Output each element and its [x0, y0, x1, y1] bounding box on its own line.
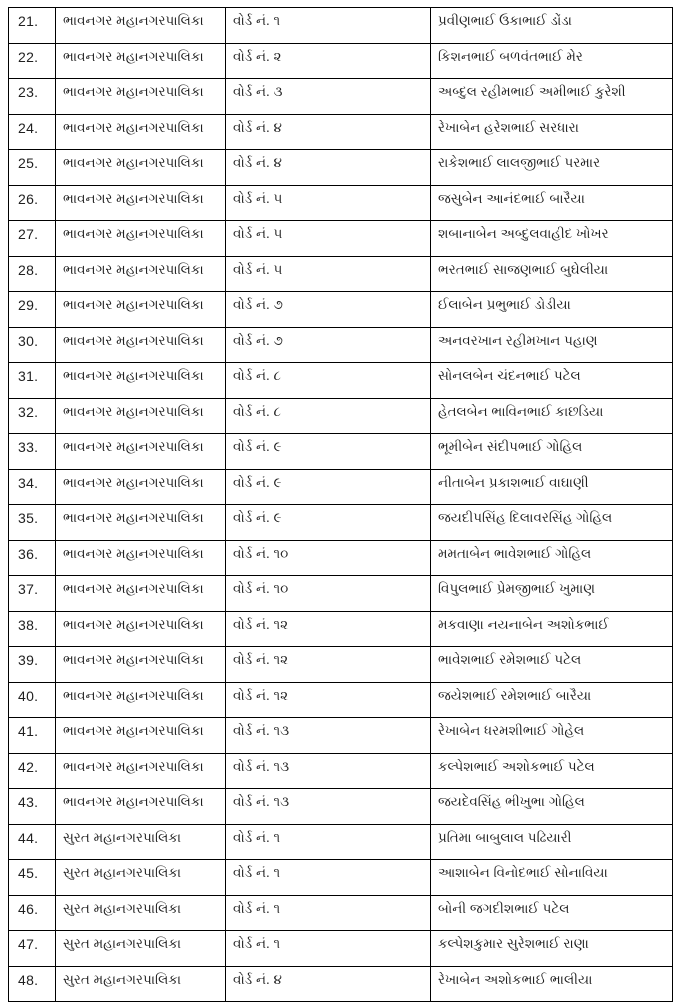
municipality-cell: ભાવનગર મહાનગરપાલિકા — [56, 79, 226, 115]
table-row — [9, 8, 673, 44]
serial-cell: 27. — [9, 221, 56, 257]
table-row — [9, 540, 673, 576]
ward-cell: વોર્ડ નં. ૧૨ — [226, 647, 431, 683]
ward-cell: વોર્ડ નં. ૧ — [226, 824, 431, 860]
serial-cell: 48. — [9, 966, 56, 1002]
municipality-cell: ભાવનગર મહાનગરપાલિકા — [56, 150, 226, 186]
serial-cell: 37. — [9, 576, 56, 612]
candidate-name-cell: અબ્દુલ રહીમભાઈ અમીભાઈ કુરેશી — [431, 79, 673, 115]
candidate-name-cell: હેતલબેન ભાવિનભાઈ કાછડિયા — [431, 398, 673, 434]
municipality-cell: સુરત મહાનગરપાલિકા — [56, 860, 226, 896]
municipality-cell: ભાવનગર મહાનગરપાલિકા — [56, 434, 226, 470]
serial-cell: 33. — [9, 434, 56, 470]
serial-cell: 39. — [9, 647, 56, 683]
ward-cell: વોર્ડ નં. ૯ — [226, 434, 431, 470]
candidate-name-cell: ભાવેશભાઈ રમેશભાઈ પટેલ — [431, 647, 673, 683]
serial-cell: 43. — [9, 789, 56, 825]
candidate-name-cell: પ્રતિમા બાબુલાલ પઢિયારી — [431, 824, 673, 860]
candidate-name-cell: અનવરખાન રહીમખાન પહાણ — [431, 327, 673, 363]
serial-cell: 21. — [9, 8, 56, 44]
candidate-name-cell: જયેશભાઈ રમેશભાઈ બારૈયા — [431, 682, 673, 718]
candidate-name-cell: ભરતભાઈ સાજણભાઈ બુઘેલીયા — [431, 256, 673, 292]
ward-cell: વોર્ડ નં. ૧ — [226, 860, 431, 896]
candidate-name-cell: પ્રવીણભાઈ ઉકાભાઈ ડોંડા — [431, 8, 673, 44]
candidate-name-cell: મમતાબેન ભાવેશભાઈ ગોહિલ — [431, 540, 673, 576]
candidate-name-cell: નીતાબેન પ્રકાશભાઈ વાઘાણી — [431, 469, 673, 505]
serial-cell: 31. — [9, 363, 56, 399]
table-row — [9, 647, 673, 683]
table-row — [9, 185, 673, 221]
serial-cell: 30. — [9, 327, 56, 363]
municipality-cell: ભાવનગર મહાનગરપાલિકા — [56, 505, 226, 541]
serial-cell: 29. — [9, 292, 56, 328]
ward-cell: વોર્ડ નં. ૧ — [226, 8, 431, 44]
ward-cell: વોર્ડ નં. ૧ — [226, 895, 431, 931]
serial-cell: 28. — [9, 256, 56, 292]
ward-cell: વોર્ડ નં. ૧૨ — [226, 611, 431, 647]
serial-cell: 44. — [9, 824, 56, 860]
municipality-cell: ભાવનગર મહાનગરપાલિકા — [56, 43, 226, 79]
ward-cell: વોર્ડ નં. ૧૩ — [226, 789, 431, 825]
serial-cell: 47. — [9, 931, 56, 967]
serial-cell: 23. — [9, 79, 56, 115]
serial-cell: 36. — [9, 540, 56, 576]
ward-cell: વોર્ડ નં. ૫ — [226, 185, 431, 221]
table-row — [9, 895, 673, 931]
candidate-name-cell: જયદીપસિંહ દિલાવરસિંહ ગોહિલ — [431, 505, 673, 541]
table-row — [9, 79, 673, 115]
municipality-cell: સુરત મહાનગરપાલિકા — [56, 931, 226, 967]
serial-cell: 22. — [9, 43, 56, 79]
municipality-cell: ભાવનગર મહાનગરપાલિકા — [56, 469, 226, 505]
candidate-name-cell: રાકેશભાઈ લાલજીભાઈ પરમાર — [431, 150, 673, 186]
table-row — [9, 789, 673, 825]
municipality-cell: ભાવનગર મહાનગરપાલિકા — [56, 611, 226, 647]
municipality-cell: ભાવનગર મહાનગરપાલિકા — [56, 363, 226, 399]
ward-cell: વોર્ડ નં. ૧૩ — [226, 718, 431, 754]
table-row — [9, 505, 673, 541]
table-row — [9, 718, 673, 754]
candidate-name-cell: કલ્પેશભાઈ અશોકભાઈ પટેલ — [431, 753, 673, 789]
municipality-cell: સુરત મહાનગરપાલિકા — [56, 966, 226, 1002]
table-row — [9, 434, 673, 470]
ward-cell: વોર્ડ નં. ૪ — [226, 114, 431, 150]
ward-cell: વોર્ડ નં. ૯ — [226, 505, 431, 541]
ward-cell: વોર્ડ નં. ૫ — [226, 256, 431, 292]
municipality-cell: ભાવનગર મહાનગરપાલિકા — [56, 327, 226, 363]
ward-cell: વોર્ડ નં. ૯ — [226, 469, 431, 505]
serial-cell: 34. — [9, 469, 56, 505]
ward-cell: વોર્ડ નં. ૮ — [226, 398, 431, 434]
municipality-cell: ભાવનગર મહાનગરપાલિકા — [56, 256, 226, 292]
municipality-cell: ભાવનગર મહાનગરપાલિકા — [56, 576, 226, 612]
municipality-cell: ભાવનગર મહાનગરપાલિકા — [56, 540, 226, 576]
serial-cell: 40. — [9, 682, 56, 718]
ward-cell: વોર્ડ નં. ૧૨ — [226, 682, 431, 718]
municipality-cell: ભાવનગર મહાનગરપાલિકા — [56, 292, 226, 328]
table-row — [9, 256, 673, 292]
table-row — [9, 931, 673, 967]
serial-cell: 26. — [9, 185, 56, 221]
serial-cell: 25. — [9, 150, 56, 186]
municipality-cell: ભાવનગર મહાનગરપાલિકા — [56, 789, 226, 825]
ward-cell: વોર્ડ નં. ૪ — [226, 150, 431, 186]
table-row — [9, 576, 673, 612]
ward-cell: વોર્ડ નં. ૫ — [226, 221, 431, 257]
table-row — [9, 292, 673, 328]
ward-cell: વોર્ડ નં. ૩ — [226, 79, 431, 115]
candidate-name-cell: સોનલબેન ચંદનભાઈ પટેલ — [431, 363, 673, 399]
table-row — [9, 469, 673, 505]
candidate-name-cell: શબાનાબેન અબ્દુલવાહીદ ખોખર — [431, 221, 673, 257]
ward-cell: વોર્ડ નં. ૮ — [226, 363, 431, 399]
municipality-cell: ભાવનગર મહાનગરપાલિકા — [56, 398, 226, 434]
ward-cell: વોર્ડ નં. ૨ — [226, 43, 431, 79]
candidate-name-cell: રેખાબેન હરેશભાઈ સરધારા — [431, 114, 673, 150]
table-body — [9, 8, 673, 1002]
ward-cell: વોર્ડ નં. ૭ — [226, 327, 431, 363]
ward-cell: વોર્ડ નં. ૪ — [226, 966, 431, 1002]
table-row — [9, 860, 673, 896]
serial-cell: 45. — [9, 860, 56, 896]
serial-cell: 35. — [9, 505, 56, 541]
table-row — [9, 114, 673, 150]
municipality-cell: ભાવનગર મહાનગરપાલિકા — [56, 647, 226, 683]
table-row — [9, 363, 673, 399]
ward-cell: વોર્ડ નં. ૭ — [226, 292, 431, 328]
table-row — [9, 966, 673, 1002]
candidate-name-cell: ભૂમીબેન સંદીપભાઈ ગોહિલ — [431, 434, 673, 470]
municipality-cell: ભાવનગર મહાનગરપાલિકા — [56, 221, 226, 257]
municipality-cell: ભાવનગર મહાનગરપાલિકા — [56, 8, 226, 44]
ward-cell: વોર્ડ નં. ૧૦ — [226, 576, 431, 612]
table-row — [9, 753, 673, 789]
municipality-cell: ભાવનગર મહાનગરપાલિકા — [56, 682, 226, 718]
candidate-name-cell: કલ્પેશકુમાર સુરેશભાઈ રાણા — [431, 931, 673, 967]
candidates-table — [8, 7, 673, 1002]
candidate-name-cell: ઈલાબેન પ્રભુભાઈ ડોડીયા — [431, 292, 673, 328]
candidate-name-cell: કિશનભાઈ બળવંતભાઈ મેર — [431, 43, 673, 79]
municipality-cell: ભાવનગર મહાનગરપાલિકા — [56, 718, 226, 754]
municipality-cell: ભાવનગર મહાનગરપાલિકા — [56, 185, 226, 221]
table-row — [9, 682, 673, 718]
table-row — [9, 824, 673, 860]
ward-cell: વોર્ડ નં. ૧૩ — [226, 753, 431, 789]
municipality-cell: ભાવનગર મહાનગરપાલિકા — [56, 753, 226, 789]
candidate-name-cell: રેખાબેન ધરમશીભાઈ ગોહેલ — [431, 718, 673, 754]
candidate-name-cell: આશાબેન વિનોદભાઈ સોનાવિયા — [431, 860, 673, 896]
serial-cell: 41. — [9, 718, 56, 754]
table-row — [9, 150, 673, 186]
candidate-name-cell: જયદેવસિંહ ભીખુભા ગોહિલ — [431, 789, 673, 825]
table-row — [9, 398, 673, 434]
candidate-name-cell: વિપુલભાઈ પ્રેમજીભાઈ ખુમાણ — [431, 576, 673, 612]
table-row — [9, 221, 673, 257]
candidate-name-cell: બોની જગદીશભાઈ પટેલ — [431, 895, 673, 931]
ward-cell: વોર્ડ નં. ૧ — [226, 931, 431, 967]
table-row — [9, 43, 673, 79]
candidate-name-cell: મકવાણા નયનાબેન અશોકભાઈ — [431, 611, 673, 647]
candidate-name-cell: રેખાબેન અશોકભાઈ ભાલીયા — [431, 966, 673, 1002]
serial-cell: 32. — [9, 398, 56, 434]
serial-cell: 38. — [9, 611, 56, 647]
municipality-cell: સુરત મહાનગરપાલિકા — [56, 895, 226, 931]
municipality-cell: ભાવનગર મહાનગરપાલિકા — [56, 114, 226, 150]
candidate-name-cell: જસુબેન આનંદભાઈ બારૈયા — [431, 185, 673, 221]
serial-cell: 24. — [9, 114, 56, 150]
table-row — [9, 611, 673, 647]
municipality-cell: સુરત મહાનગરપાલિકા — [56, 824, 226, 860]
table-row — [9, 327, 673, 363]
serial-cell: 46. — [9, 895, 56, 931]
serial-cell: 42. — [9, 753, 56, 789]
ward-cell: વોર્ડ નં. ૧૦ — [226, 540, 431, 576]
